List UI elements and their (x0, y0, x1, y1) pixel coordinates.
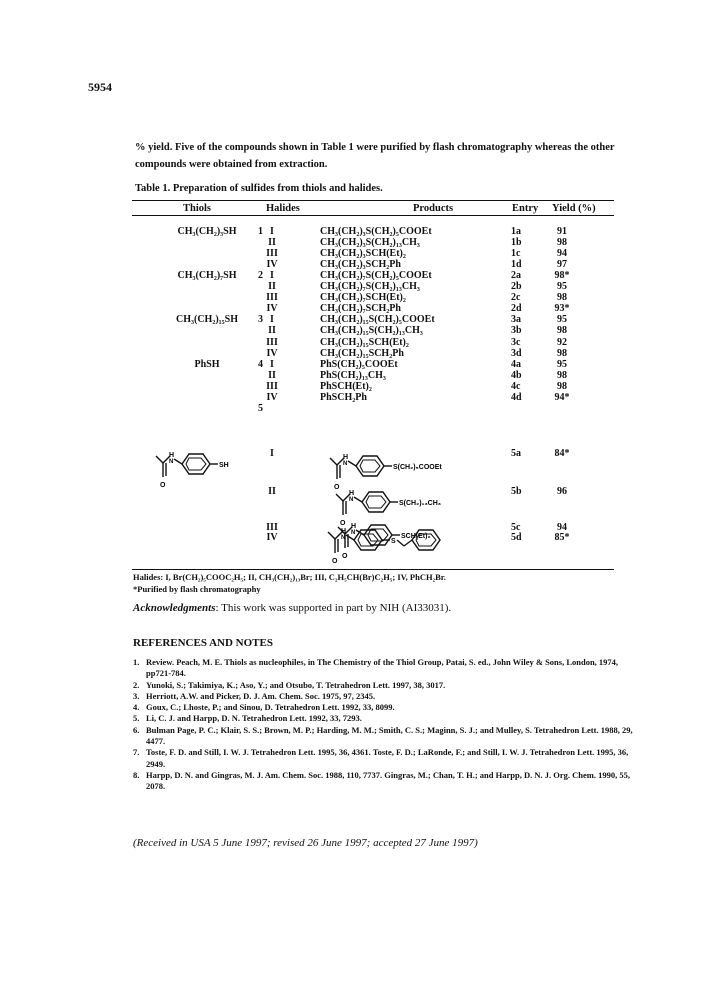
table-entry: 4c (511, 380, 521, 392)
table-product: PhS(CH₂)₁₃CH₃ (320, 369, 386, 381)
table-yield: 92 (557, 336, 567, 348)
table-yield: 84* (554, 448, 570, 459)
table-bottom-rule (132, 569, 614, 570)
reference-text: Li, C. J. and Harpp, D. N. Tetrahedron Lett. 1992, 33, 7293. (146, 713, 362, 724)
product-5c-substituent-label: SCH(Et)₂ (401, 533, 431, 540)
table-product: CH₃(CH₂)₁₅S(CH₂)₅COOEt (320, 314, 435, 326)
reference-number: 2. (133, 679, 140, 690)
reference-text: Harpp, D. N. and Gingras, M. J. Am. Chem. Soc. 1988, 110, 7737. Gingras, M.; Chan, T. H.; and Harpp, D. N. J. Org. Chem. 1990, 55, 2078. (146, 769, 630, 792)
table-halide: III (266, 292, 278, 304)
references-heading: REFERENCES AND NOTES (133, 637, 273, 649)
table-yield: 95 (557, 281, 567, 293)
thiol-5-structure (150, 450, 250, 494)
acknowledgments-text: : This work was supported in part by NIH (AI33031). (215, 602, 452, 614)
table-yield: 98 (557, 237, 567, 249)
table-product: CH₃(CH₂)₃SCH₂Ph (320, 259, 401, 271)
header-yield: Yield (%) (552, 203, 596, 214)
header-halides: Halides (266, 203, 300, 214)
table-yield: 97 (557, 259, 567, 271)
table-thiol: CH₃(CH₂)₇SH (177, 270, 237, 282)
reference-item (133, 680, 633, 691)
table-yield: 94 (557, 522, 567, 533)
table-thiol: CH₃(CH₂)₃SH (177, 226, 237, 237)
table-product: CH₃(CH₂)₃S(CH₂)₅COOEt (320, 226, 432, 237)
reference-item (133, 747, 633, 770)
table-entry: 3c (511, 336, 521, 348)
table-yield: 98* (554, 270, 570, 282)
table-entry: 1d (511, 259, 522, 271)
table-product: CH₃(CH₂)₇SCH(Et)₂ (320, 292, 406, 304)
table-halide: III (266, 522, 278, 533)
table-header-rule (132, 215, 614, 216)
table-caption: Table 1. Preparation of sulfides from thiols and halides. (135, 183, 383, 194)
footnote-purified: *Purified by flash chromatography (133, 584, 261, 594)
table-entry: 3d (511, 347, 522, 359)
table-yield: 85* (554, 532, 570, 543)
table-yield: 96 (557, 486, 567, 497)
table-entry: 2c (511, 292, 521, 304)
table-yield: 95 (557, 358, 567, 370)
table-entry: 2a (511, 270, 521, 282)
intro-paragraph: % yield. Five of the compounds shown in Table 1 were purified by flash chromatography whereas the other compounds were obtained from extraction. (135, 142, 615, 170)
reference-text: Goux, C.; Lhoste, P.; and Sinou, D. Tetrahedron Lett. 1992, 33, 8099. (146, 702, 395, 713)
table-yield: 95 (557, 314, 567, 326)
table-product: CH₃(CH₂)₃SCH(Et)₂ (320, 248, 406, 260)
reference-number: 7. (133, 747, 140, 758)
reference-item (133, 657, 633, 680)
table-thiol: CH₃(CH₂)₁₅SH (176, 314, 238, 326)
table-yield: 98 (557, 325, 567, 337)
table-halide: IV (266, 259, 278, 271)
product-5b-o-label: O (340, 520, 346, 527)
table-product: PhS(CH₂)₅COOEt (320, 358, 398, 370)
table-entry: 5c (511, 522, 521, 533)
product-5c-n-label: N (351, 530, 356, 536)
reference-text: Bulman Page, P. C.; Klair, S. S.; Brown, M. P.; Harding, M. M.; Smith, C. S.; Maginn, S. J.; and Mulley, S. Tetrahedron Lett. 1988, 29, 4477. (146, 724, 633, 747)
header-thiols: Thiols (183, 203, 212, 214)
table-halide: III (266, 380, 278, 392)
table-top-rule (132, 200, 614, 201)
reference-text: Toste, F. D. and Still, I. W. J. Tetrahedron Lett. 1995, 36, 4361. Toste, F. D.; LaRonde, F.; and Still, I. W. J. Tetrahedron Lett. 1995, 36, 2949. (146, 747, 629, 769)
table-halide: III (266, 336, 278, 348)
table-entry: 5d (511, 532, 522, 543)
table-halide: I (270, 358, 274, 370)
table-halide: IV (266, 347, 278, 359)
table-thiol-index: 2 (258, 270, 263, 282)
product-5a-h-label: H (343, 454, 349, 461)
product-5d-substituent-label: S (391, 538, 396, 545)
table-halide: II (268, 325, 276, 337)
table-yield: 93* (554, 303, 570, 315)
reference-number: 6. (133, 724, 140, 735)
table-entry: 4d (511, 391, 522, 403)
table-yield: 98 (557, 380, 567, 392)
table-halide: IV (266, 303, 278, 315)
header-products: Products (413, 203, 454, 214)
table-entry: 1a (511, 226, 521, 237)
thiol-5-h-label: H (169, 452, 175, 459)
table-product: CH₃(CH₂)₁₅S(CH₂)₁₃CH₃ (320, 325, 423, 337)
product-5a-structure (324, 452, 474, 492)
product-5c-h-label: H (351, 523, 357, 530)
table-entry: 3b (511, 325, 522, 337)
product-5b-substituent-label: S(CH₂)₁₃CH₃ (399, 500, 442, 507)
reference-item (133, 691, 633, 702)
acknowledgments-label: Acknowledgments (133, 602, 216, 614)
table-halide: I (270, 226, 274, 237)
table-halide: II (268, 369, 276, 381)
table-thiol-index: 1 (258, 226, 263, 237)
table-product: CH₃(CH₂)₇SCH₂Ph (320, 303, 401, 315)
table-thiol-index: 3 (258, 314, 263, 326)
table-halide: II (268, 237, 276, 249)
table-entry: 4b (511, 369, 522, 381)
reference-text: Herriott, A.W. and Picker, D. J. Am. Chem. Soc. 1975, 97, 2345. (146, 690, 376, 701)
table-entry: 2d (511, 303, 522, 315)
table-yield: 98 (557, 292, 567, 304)
product-5a-n-label: N (343, 461, 348, 467)
table-thiol: PhSH (194, 358, 220, 370)
table-yield: 94* (554, 391, 570, 403)
table-product: CH₃(CH₂)₇S(CH₂)₁₃CH₃ (320, 281, 420, 293)
product-5d-n-label: N (341, 535, 346, 541)
table-halide: IV (266, 532, 278, 543)
table-halide: IV (266, 391, 278, 403)
table-halide: II (268, 486, 276, 497)
header-entry: Entry (512, 203, 539, 214)
reference-item (133, 770, 633, 793)
product-5c-o-label: O (342, 553, 348, 560)
product-5d-structure (322, 526, 472, 566)
table-product: PhSCH₂Ph (320, 391, 367, 403)
reference-number: 1. (133, 657, 140, 667)
table-thiol-index: 4 (258, 358, 263, 370)
table-product: CH₃(CH₂)₇S(CH₂)₅COOEt (320, 270, 432, 282)
reference-text: Yunoki, S.; Takimiya, K.; Aso, Y.; and Otsubo, T. Tetrahedron Lett. 1997, 38, 3017. (146, 679, 446, 690)
table-halide: II (268, 281, 276, 293)
table-product: CH₃(CH₂)₁₅SCH(Et)₂ (320, 336, 409, 348)
reference-number: 8. (133, 769, 140, 780)
table-yield: 91 (557, 226, 567, 237)
table-product: PhSCH(Et)₂ (320, 380, 372, 392)
page-number: 5954 (88, 80, 112, 94)
table-entry: 1c (511, 248, 521, 260)
reference-number: 5. (133, 713, 140, 724)
table-halide: I (270, 270, 274, 282)
footnote-halides: Halides: I, Br(CH₂)₅COOC₂H₅; II, CH₃(CH₂)₁₃Br; III, C₂H₅CH(Br)C₂H₅; IV, PhCH₂Br. (133, 572, 446, 582)
product-5d-h-label: H (341, 528, 347, 535)
product-5d-o-label: O (332, 558, 338, 565)
table-entry: 5b (511, 486, 522, 497)
table-entry: 1b (511, 237, 522, 249)
thiol-5-o-label: O (160, 482, 166, 489)
table-entry: 2b (511, 281, 522, 293)
references-list (133, 657, 633, 793)
reference-item (133, 713, 633, 724)
received-dates: (Received in USA 5 June 1997; revised 26 June 1997; accepted 27 June 1997) (133, 837, 478, 849)
reference-number: 3. (133, 690, 140, 701)
reference-item (133, 702, 633, 713)
table-halide: III (266, 248, 278, 260)
table-product: CH₃(CH₂)₁₅SCH₂Ph (320, 347, 404, 359)
table-entry: 3a (511, 314, 521, 326)
product-5b-n-label: N (349, 497, 354, 503)
table-yield: 98 (557, 369, 567, 381)
product-5a-o-label: O (334, 484, 340, 491)
table-yield: 94 (557, 248, 567, 260)
reference-text: Review. Peach, M. E. Thiols as nucleophiles, in The Chemistry of the Thiol Group, Patai, S. ed., John Wiley & Sons, London, 1974, pp721-784. (146, 657, 619, 679)
table-halide: I (270, 314, 274, 326)
table-entry: 4a (511, 358, 521, 370)
reference-item (133, 725, 633, 748)
thiol-5-sh-label: SH (219, 462, 229, 469)
table-yield: 98 (557, 347, 567, 359)
table-halide: I (270, 448, 274, 459)
product-5a-substituent-label: S(CH₂)₅COOEt (393, 464, 442, 471)
product-5b-h-label: H (349, 490, 355, 497)
acknowledgments (133, 602, 451, 614)
thiol-5-n-label: N (169, 459, 174, 465)
table-product: CH₃(CH₂)₃S(CH₂)₁₃CH₃ (320, 237, 420, 249)
reference-number: 4. (133, 702, 140, 713)
table-thiol-index: 5 (258, 402, 263, 414)
table-entry: 5a (511, 448, 521, 459)
